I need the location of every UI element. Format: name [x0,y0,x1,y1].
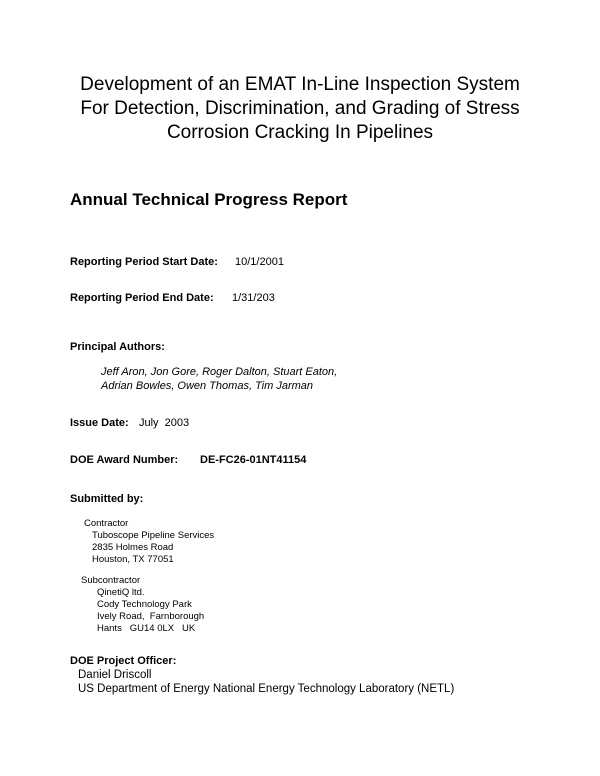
issue-date-value: July 2003 [139,417,190,429]
award-number-label: DOE Award Number: [70,454,179,466]
authors-line-1: Jeff Aron, Jon Gore, Roger Dalton, Stuart Eaton, [101,366,338,378]
end-date-value: 1/31/203 [232,292,275,304]
end-date-label: Reporting Period End Date: [70,292,214,304]
start-date-value: 10/1/2001 [235,256,284,268]
contractor-street: 2835 Holmes Road [92,542,174,553]
submitted-by-label: Submitted by: [70,493,144,505]
project-officer-label: DOE Project Officer: [70,655,177,667]
project-officer-name: Daniel Driscoll [78,669,152,681]
subcontractor-name: QinetiQ ltd. [97,587,145,598]
subcontractor-road: Ively Road, Farnborough [97,611,205,622]
document-title-line-3: Corrosion Cracking In Pipelines [166,122,434,143]
authors-label: Principal Authors: [70,341,165,353]
start-date-label: Reporting Period Start Date: [70,256,218,268]
project-officer-org: US Department of Energy National Energy Technology Laboratory (NETL) [78,683,455,695]
contractor-city: Houston, TX 77051 [92,554,174,565]
document-title-line-2: For Detection, Discrimination, and Grading of Stress [80,98,520,119]
report-type-heading: Annual Technical Progress Report [70,190,348,209]
subcontractor-park: Cody Technology Park [97,599,192,610]
document-title-line-1: Development of an EMAT In-Line Inspection System [80,74,520,95]
award-number-value: DE-FC26-01NT41154 [200,454,307,466]
subcontractor-label: Subcontractor [81,575,141,586]
issue-date-label: Issue Date: [70,417,129,429]
contractor-name: Tuboscope Pipeline Services [92,530,215,541]
subcontractor-postcode: Hants GU14 0LX UK [97,623,196,634]
contractor-label: Contractor [84,518,129,529]
authors-line-2: Adrian Bowles, Owen Thomas, Tim Jarman [101,380,314,392]
